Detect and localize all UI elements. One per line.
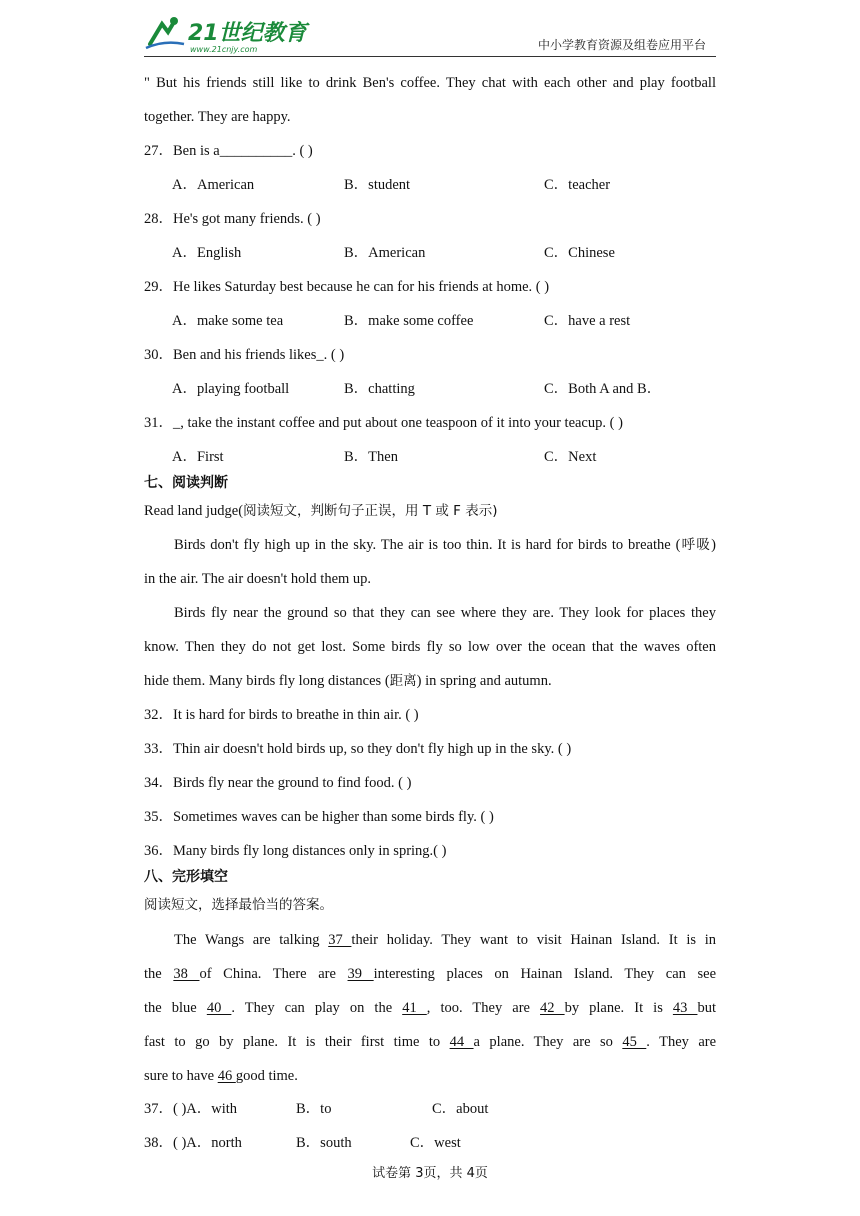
passage-line: " But his friends still like to drink Ben's coffee. They chat with each other and play football [144, 75, 716, 91]
blank-37: 37 [328, 932, 352, 948]
statement-33: 33．Thin air doesn't hold birds up, so they don't fly high up in the sky. ( ) [144, 741, 572, 757]
statement-35: 35．Sometimes waves can be higher than some birds fly. ( ) [144, 809, 494, 825]
blank-42: 42 [540, 1000, 565, 1016]
question-28: 28．He's got many friends. ( ) [144, 211, 321, 227]
option-c: C．have a rest [544, 313, 631, 329]
cloze-line: fast to go by plane. It is their first time to 44 a plane. They are so 45 . They are [144, 1034, 717, 1050]
blank-39: 39 [347, 966, 374, 982]
section-title-reading-judgement: 七、阅读判断 [144, 475, 228, 491]
option-b: B．make some coffee [344, 313, 474, 329]
option-c: C．about [432, 1101, 489, 1117]
logo-text: 21世纪教育 [188, 21, 307, 46]
cloze-line: sure to have 46 good time. [144, 1068, 298, 1084]
statement-32: 32．It is hard for birds to breathe in thin air. ( ) [144, 707, 419, 723]
section-title-cloze: 八、完形填空 [144, 869, 228, 885]
question-38: 38．( )A．north [144, 1135, 242, 1151]
option-b: B．Then [344, 449, 398, 465]
statement-34: 34．Birds fly near the ground to find food. ( ) [144, 775, 412, 791]
option-a: A．American [172, 177, 255, 193]
platform-name: 中小学教育资源及组卷应用平台 [537, 38, 706, 52]
cloze-line: the blue 40 . They can play on the 41 , too. They are 42 by plane. It is 43 but [144, 1000, 716, 1016]
option-b: B．student [344, 177, 411, 193]
option-c: C．west [410, 1135, 461, 1151]
section-instruction: Read land judge(阅读短文，判断句子正误，用 T 或 F 表示) [144, 503, 498, 519]
logo-21cnjy [144, 14, 314, 54]
option-c: C．teacher [544, 177, 611, 193]
blank-46: 46 [217, 1068, 236, 1084]
passage-line: together. They are happy. [144, 109, 291, 125]
option-b: B．to [296, 1101, 332, 1117]
passage-line: know. Then they do not get lost. Some birds fly so low over the ocean that the waves often [144, 639, 716, 655]
passage-line: in the air. The air doesn't hold them up. [144, 571, 372, 587]
page-footer: 试卷第 3页，共 4页 [372, 1166, 488, 1181]
option-c: C．Both A and B． [544, 381, 662, 397]
statement-36: 36．Many birds fly long distances only in spring.( ) [144, 843, 447, 859]
question-31: 31．_, take the instant coffee and put about one teaspoon of it into your teacup. ( ) [144, 415, 623, 431]
blank-38: 38 [173, 966, 200, 982]
blank-40: 40 [206, 1000, 232, 1016]
blank-43: 43 [672, 1000, 698, 1016]
blank-41: 41 [402, 1000, 427, 1016]
option-a: A．English [172, 245, 242, 261]
passage-line: Birds fly near the ground so that they can see where they are. They look for places they [174, 605, 716, 621]
logo-url: www.21cnjy.com [190, 45, 258, 54]
cloze-line: the 38 of China. There are 39 interesting places on Hainan Island. They can see [144, 966, 717, 982]
option-b: B．chatting [344, 381, 415, 397]
passage-line: Birds don't fly high up in the sky. The air is too thin. It is hard for birds to breathe (呼吸) [174, 537, 716, 553]
question-27: 27．Ben is a__________. ( ) [144, 143, 313, 159]
question-37: 37．( )A．with [144, 1101, 238, 1117]
option-a: A．playing football [172, 381, 290, 397]
question-29: 29．He likes Saturday best because he can for his friends at home. ( ) [144, 279, 550, 295]
option-c: C．Chinese [544, 245, 615, 261]
question-30: 30．Ben and his friends likes_. ( ) [144, 347, 345, 363]
blank-44: 44 [449, 1034, 474, 1050]
section-instruction: 阅读短文，选择最恰当的答案。 [144, 897, 333, 913]
blank-45: 45 [622, 1034, 647, 1050]
option-b: B．south [296, 1135, 352, 1151]
passage-line: hide them. Many birds fly long distances (距离) in spring and autumn. [144, 673, 552, 689]
option-a: A．make some tea [172, 313, 284, 329]
option-c: C．Next [544, 449, 597, 465]
option-a: A．First [172, 449, 224, 465]
page-header [144, 12, 716, 57]
cloze-line: The Wangs are talking 37 their holiday. They want to visit Hainan Island. It is in [174, 932, 716, 948]
option-b: B．American [344, 245, 426, 261]
